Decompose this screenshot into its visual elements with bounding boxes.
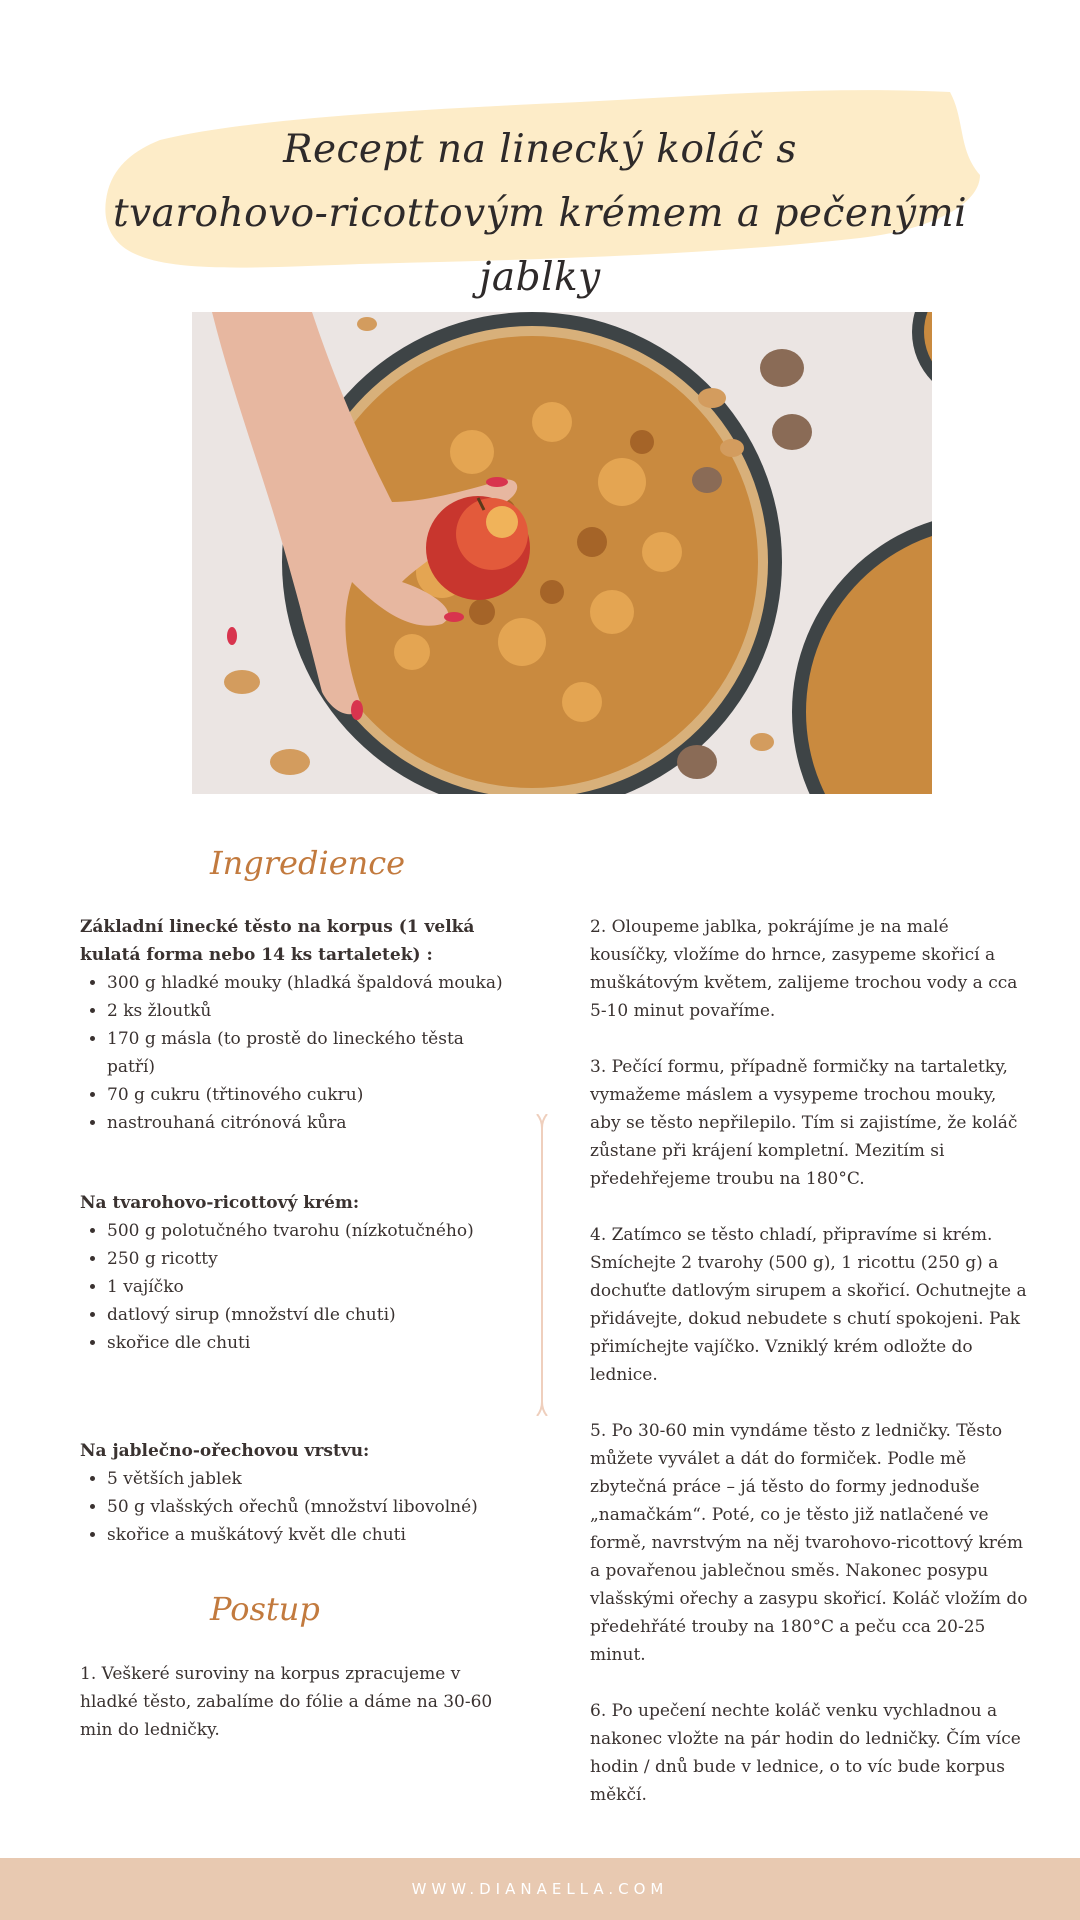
- ingredients-heading: Ingredience: [210, 844, 406, 882]
- apple-pie-photo: [192, 312, 932, 794]
- procedure-heading: Postup: [210, 1590, 320, 1628]
- list-item: • 300 g hladké mouky (hladká špaldová mouka): [107, 969, 510, 997]
- apple-layer-list: [80, 1465, 510, 1549]
- list-item: • 1 vajíčko: [107, 1273, 510, 1301]
- list-item: • 50 g vlašských ořechů (množství libovolné): [107, 1493, 510, 1521]
- ingredients-column: [80, 913, 510, 1549]
- list-item: • 500 g polotučného tvarohu (nízkotučného): [107, 1217, 510, 1245]
- procedure-step-2: 2. Oloupeme jablka, pokrájíme je na malé kousíčky, vložíme do hrnce, zasypeme skořicí a muškátovým květem, zalijeme trochou vody a cca 5-10 minut povaříme.: [590, 917, 1018, 1021]
- cream-list: [80, 1217, 510, 1357]
- list-item: • 5 větších jablek: [107, 1465, 510, 1493]
- footer-website-link[interactable]: WWW.DIANAELLA.COM: [411, 1880, 669, 1898]
- recipe-title: [110, 118, 970, 310]
- base-dough-list: [80, 969, 510, 1137]
- list-item: • 70 g cukru (třtinového cukru): [107, 1081, 510, 1109]
- procedure-steps-column: [590, 913, 1030, 1837]
- cream-title: Na tvarohovo-ricottový krém:: [80, 1193, 360, 1213]
- procedure-step-4: 4. Zatímco se těsto chladí, připravíme si krém. Smíchejte 2 tvarohy (500 g), 1 ricottu (250 g) a dochuťte datlovým sirupem a skořicí. Ochutnejte a přidávejte, dokud nebudete s chutí spokojeni. Pak přimíchejte vajíčko. Vzniklý krém odložte do lednice.: [590, 1225, 1027, 1385]
- list-item: • 2 ks žloutků: [107, 997, 510, 1025]
- step-text: 1. Veškeré suroviny na korpus zpracujeme v hladké těsto, zabalíme do fólie a dáme na 30-60 min do ledničky.: [80, 1664, 493, 1740]
- list-item: • 250 g ricotty: [107, 1245, 510, 1273]
- procedure-step-1: [80, 1660, 510, 1744]
- procedure-step-3: 3. Pečící formu, případně formičky na tartaletky, vymažeme máslem a vysypeme trochou mouky, aby se těsto nepřilepilo. Tím si zajistíme, že koláč zůstane při krájení kompletní. Mezitím si předehřejeme troubu na 180°C.: [590, 1057, 1018, 1189]
- recipe-title-line2: tvarohovo-ricottovým krémem a pečenými jablky: [112, 191, 968, 300]
- procedure-step-5: 5. Po 30-60 min vyndáme těsto z ledničky. Těsto můžete vyválet a dát do formiček. Podle mě zbytečná práce – já těsto do formy jednoduše „namačkám“. Poté, co je těsto již natlačené ve formě, navrstvým na něj tvarohovo-ricottový krém a povařenou jablečnou směs. Nakonec posypu vlašskými ořechy a zasypu skořicí. Koláč vložím do předehřáté trouby na 180°C a peču cca 20-25 minut.: [590, 1421, 1028, 1665]
- footer: [0, 1858, 1080, 1920]
- procedure-step-6: 6. Po upečení nechte koláč venku vychladnou a nakonec vložte na pár hodin do ledničky. Čím více hodin / dnů bude v lednice, o to víc bude korpus měkčí.: [590, 1701, 1021, 1805]
- list-item: • 170 g másla (to prostě do lineckého těsta patří): [107, 1025, 510, 1081]
- list-item: • skořice a muškátový květ dle chuti: [107, 1521, 510, 1549]
- recipe-title-line1: Recept na linecký koláč s: [283, 127, 797, 172]
- list-item: • nastrouhaná citrónová kůra: [107, 1109, 510, 1137]
- apple-layer-title: Na jablečno-ořechovou vrstvu:: [80, 1441, 370, 1461]
- base-dough-title: Základní linecké těsto na korpus (1 velká kulatá forma nebo 14 ks tartaletek) :: [80, 917, 475, 965]
- column-divider: [536, 1114, 548, 1416]
- list-item: • skořice dle chuti: [107, 1329, 510, 1357]
- list-item: • datlový sirup (množství dle chuti): [107, 1301, 510, 1329]
